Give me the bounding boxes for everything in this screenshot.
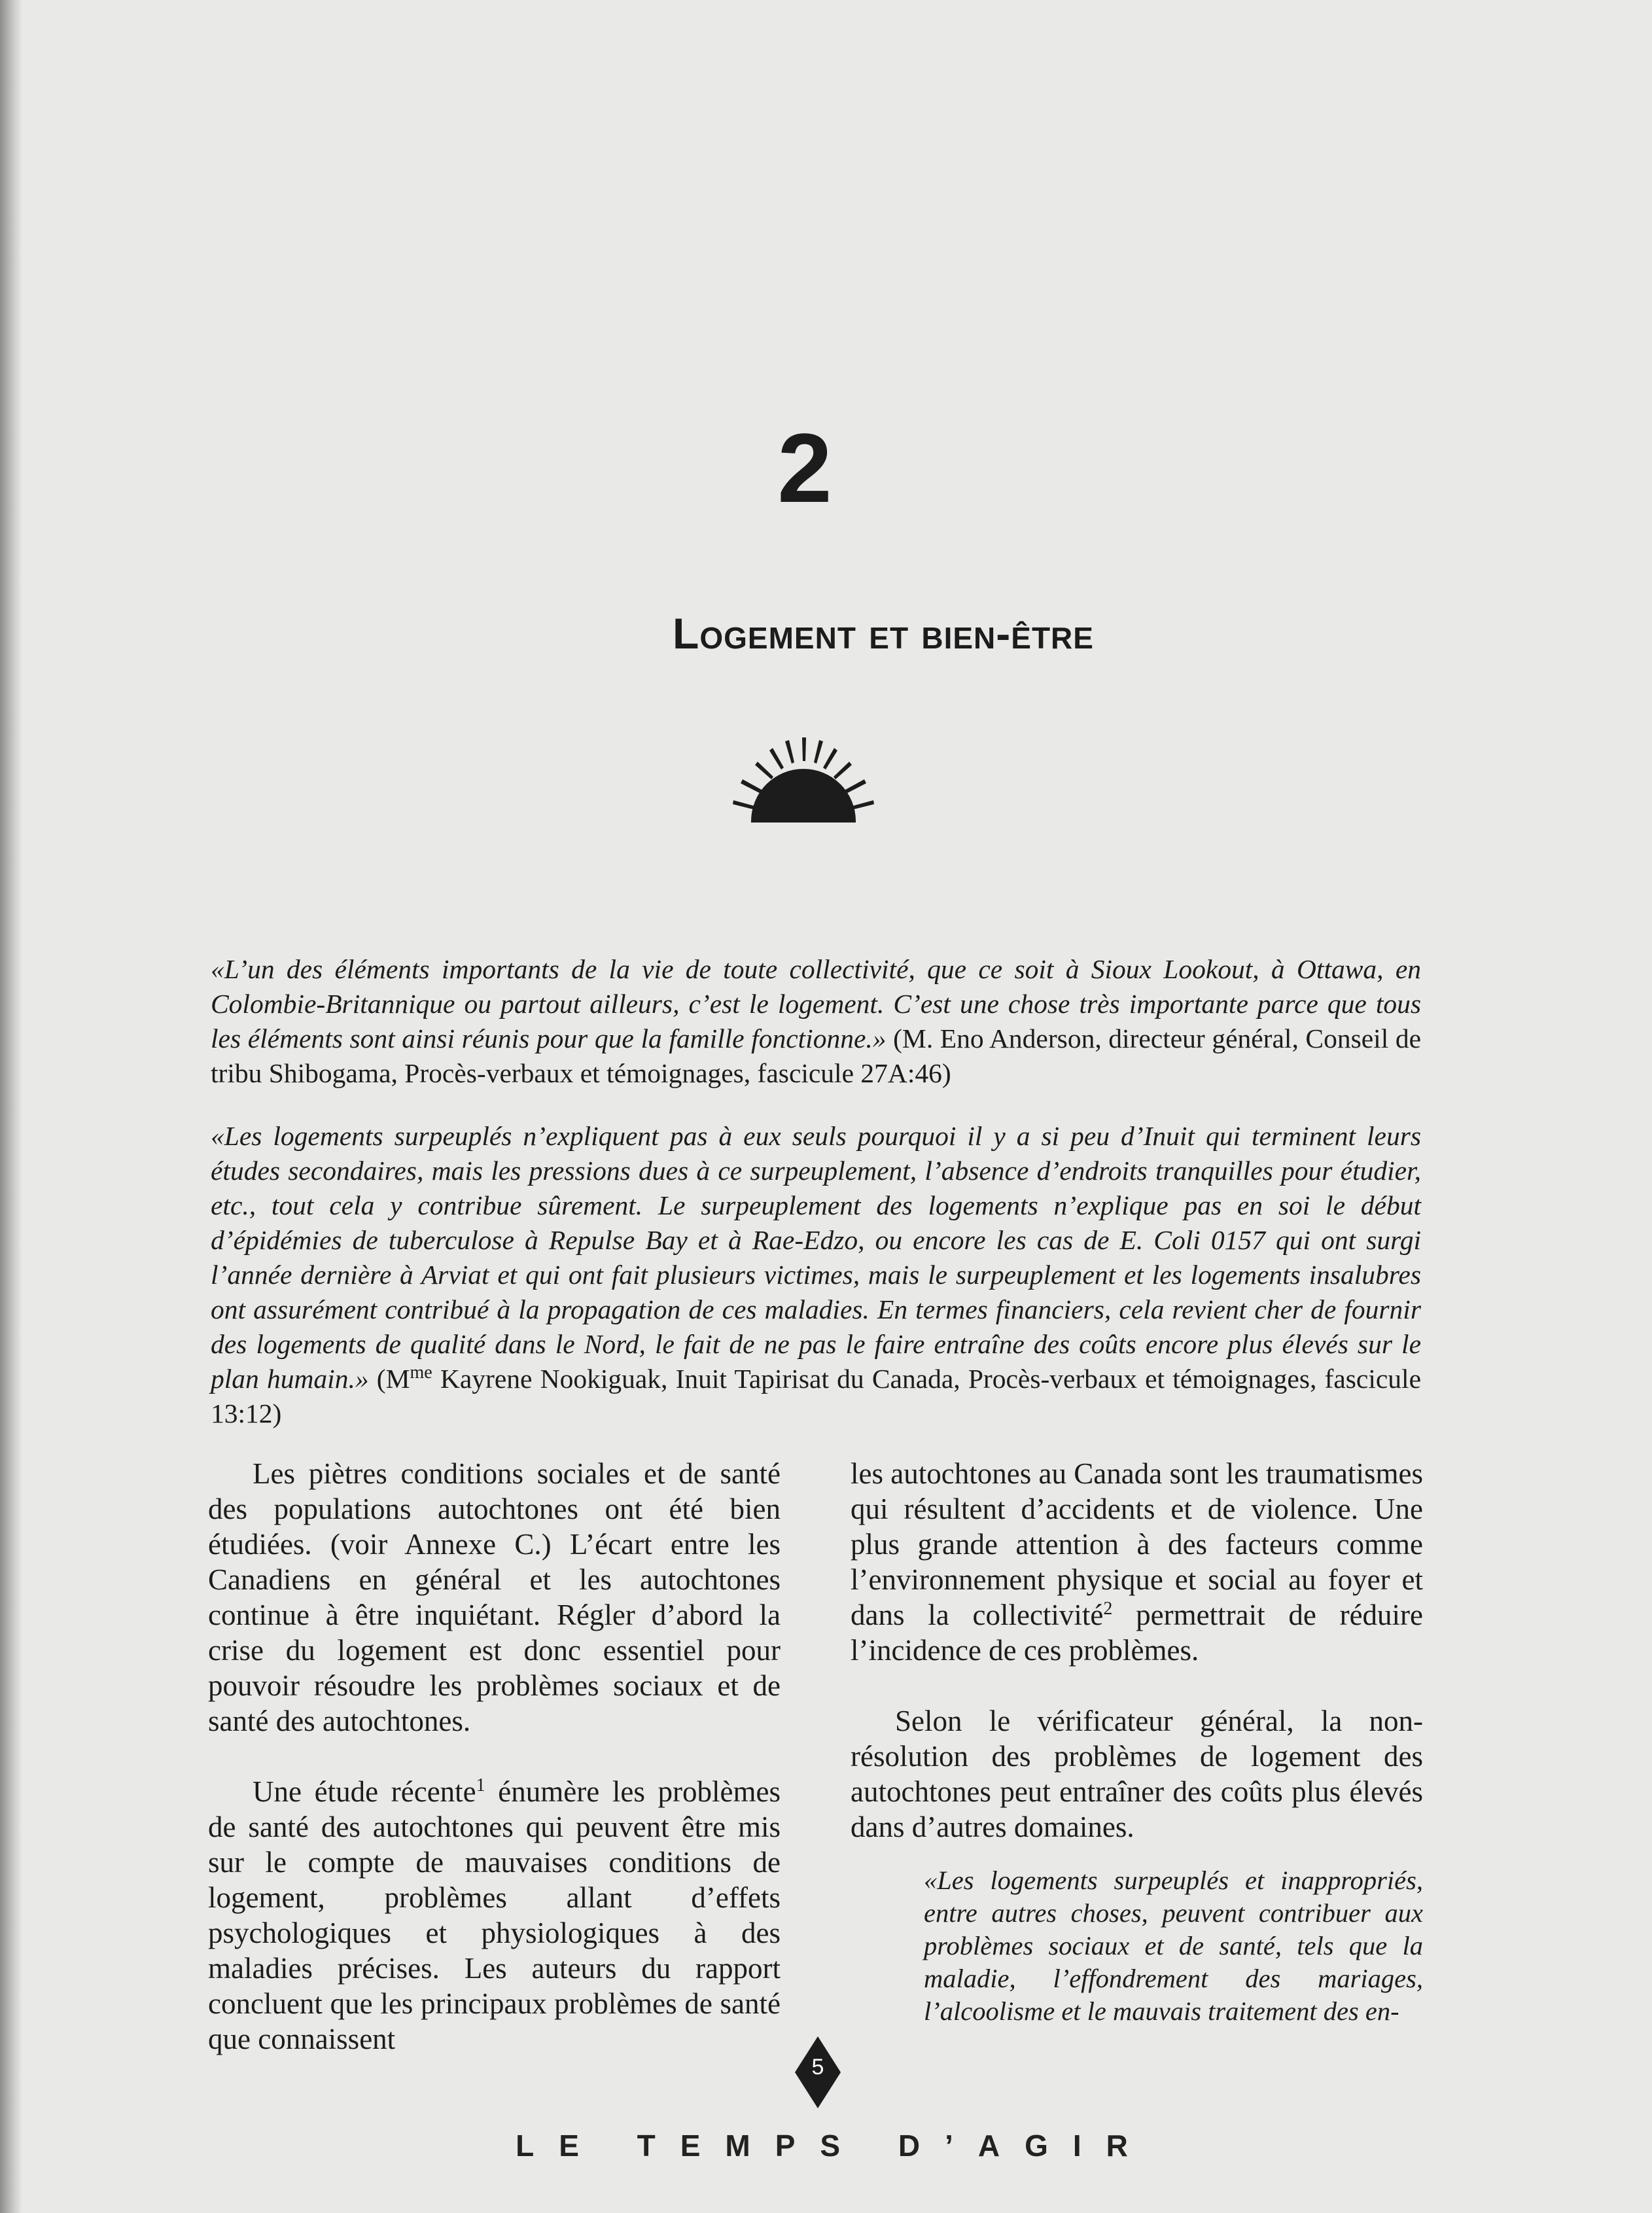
epigraph-quote-anderson — [211, 952, 1421, 1091]
running-footer: LE TEMPS D’AGIR — [516, 2129, 1153, 2163]
chapter-number: 2 — [777, 413, 832, 523]
quote-attribution: (M. Eno Anderson, directeur général, Conseil de tribu Shibogama, Procès-verbaux et témoignages, fascicule 27A:46) — [211, 1023, 1422, 1088]
quote-attribution-prefix: (M — [368, 1364, 410, 1394]
paragraph: Selon le vérificateur général, la non-résolution des problèmes de logement des autochtones peut entraîner des coûts plus élevés dans d’autres domaines. — [851, 1705, 1423, 1843]
quote-attribution: Kayrene Nookiguak, Inuit Tapirisat du Canada, Procès-verbaux et témoignages, fascicule 13:12) — [211, 1364, 1422, 1428]
chapter-title: Logement et bien-être — [673, 609, 1094, 658]
auditor-quote: «Les logements surpeuplés et inappropriés, entre autres choses, peuvent contribuer aux problèmes sociaux et de santé, tels que la maladie, l’effondrement des mariages, l’alcoolisme et le mauvais traitement des en- — [924, 1866, 1423, 2026]
quote-text: «L’un des éléments importants de la vie de toute collectivité, que ce soit à Sioux Lookout, à Ottawa, en Colombie-Britannique ou partout ailleurs, c’est le logement. C’est une chose très importante parce que tous les éléments sont ainsi réunis pour que la famille fonctionne.» — [211, 954, 1421, 1053]
footnote-ref-1[interactable]: 1 — [476, 1775, 485, 1796]
rising-sun-icon — [731, 736, 875, 831]
paragraph: Les piètres conditions sociales et de santé des populations autochtones ont été bien étudiées. (voir Annexe C.) L’écart entre les Canadiens en général et les autochtones continue à être inquiétant. Régler d’abord la crise du logement est donc essentiel pour pouvoir résoudre les problèmes sociaux et de santé des autochtones. — [208, 1457, 781, 1737]
quote-attribution-superscript: me — [410, 1362, 432, 1383]
paragraph: Une étude récente$^1$ énumère les problèmes de santé des autochtones qui peuvent être mis sur le compte de mauvaises conditions de logement, problèmes allant d’effets psychologiques et physiologiques à des maladies précises. Les auteurs du rapport concluent que les principaux problèmes de santé que connaissent — [208, 1775, 781, 2055]
body-column-left — [208, 1456, 781, 2092]
page-edge-shadow — [0, 0, 22, 2213]
body-column-right — [851, 1456, 1423, 2028]
page-number: 5 — [811, 2055, 824, 2080]
epigraph-quote-nookiguak — [211, 1119, 1421, 1431]
quote-text: «Les logements surpeuplés n’expliquent pas à eux seuls pourquoi il y a si peu d’Inuit qui terminent leurs études secondaires, mais les pressions dues à ce surpeuplement, l’absence d’endroits tranquilles pour étudier, etc., tout cela y contribue sûrement. Le surpeuplement des logements n’explique pas en soi le début d’épidémies de tuberculose à Repulse Bay et à Rae-Edzo, ou encore les cas de E. Coli 0157 qui ont surgi l’année dernière à Arviat et qui ont fait plusieurs victimes, mais le surpeuplement et les logements insalubres ont assurément contribué à la propagation de ces maladies. En termes financiers, cela revient cher de fournir des logements de qualité dans le Nord, le fait de ne pas le faire entraîne des coûts encore plus élevés sur le plan humain.» — [211, 1121, 1421, 1394]
footnote-ref-2[interactable]: 2 — [1103, 1599, 1113, 1619]
paragraph: les autochtones au Canada sont les traumatismes qui résultent d’accidents et de violence. Une plus grande attention à des facteurs comme l’environnement physique et social au foyer et dans la collectivité$^2$ permettrait de réduire l’incidence de ces problèmes. — [851, 1457, 1423, 1667]
